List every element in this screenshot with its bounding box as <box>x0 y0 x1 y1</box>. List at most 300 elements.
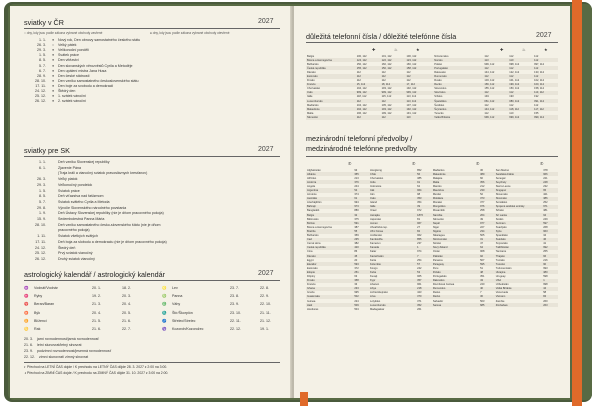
holiday-name: Nový rok, Den obnovy samostatného českého státu <box>58 38 141 42</box>
country-name: Chorvatsko <box>370 176 384 180</box>
country-name: Panama <box>432 258 443 262</box>
zodiac-to: 22. 8. <box>260 286 269 290</box>
holiday-name: Den slovanských věrozvěstů Cyrila a Metoděje <box>58 63 133 68</box>
holiday-row <box>24 79 139 83</box>
divider <box>24 28 280 29</box>
zodiac-name: Lev <box>172 286 178 290</box>
dial-code: 993 <box>543 266 548 270</box>
holiday-name: Deň boja za slobodu a demokraciu (nie je dňom pracovného pokoja) <box>58 239 167 244</box>
dial-code: 995 <box>354 291 359 295</box>
zodiac-from: 23. 10. <box>230 310 241 315</box>
country-name: Čad <box>306 238 353 242</box>
dial-code: 994 <box>354 201 359 205</box>
phone-icon: ✆ <box>348 161 352 166</box>
dial-code: 81 <box>417 217 421 221</box>
divider <box>306 42 558 43</box>
dial-code: 268 <box>543 225 548 229</box>
country-name: San Marino <box>495 168 510 172</box>
country-name: Estonsko <box>306 74 356 78</box>
country-name: Gruzie <box>307 291 315 295</box>
country-name: Surinam <box>495 221 542 225</box>
dial-code: 27 <box>417 225 421 229</box>
season-name: letní slunovrat/letný slnovrat <box>37 343 82 347</box>
emergency-number: 101, 112 <box>381 54 392 58</box>
country-name: Kazachstán <box>369 254 416 258</box>
country-name: Keňa <box>370 258 377 262</box>
emergency-number: 999, 112 <box>356 91 381 95</box>
country-name: Tanzanie <box>495 250 507 254</box>
dial-code <box>479 307 495 311</box>
emergency-number: 166, 112 <box>483 83 508 87</box>
emergency-number: 998, 112 <box>509 62 520 66</box>
country-name: Etiopie <box>306 270 353 274</box>
country-name: Kuvajt <box>370 274 378 278</box>
country-name: Nikaragua <box>432 234 445 238</box>
emergency-number: 997, 112 <box>534 62 545 66</box>
zodiac-sign-icon: ♈ <box>24 302 29 307</box>
dial-code: 233 <box>353 287 369 291</box>
country-name: Jordánsko <box>370 234 382 238</box>
holiday-name: Druhý sviatok vianočný <box>58 256 95 261</box>
season-row <box>24 343 82 347</box>
country-name: Černá Hora <box>307 242 321 246</box>
emergency-number: 112 <box>508 74 533 78</box>
country-name: Portugalsko <box>432 274 447 278</box>
shop-status-icon: ● <box>52 53 55 58</box>
dial-code: 43 <box>479 279 495 283</box>
zodiac-from: 21. 6. <box>92 327 101 331</box>
phone-row <box>306 115 558 119</box>
holiday-date: 26. 12. <box>35 256 46 261</box>
emergency-number: 160, 112 <box>381 62 392 66</box>
dial-code: 374 <box>354 193 359 197</box>
zodiac-sign-icon: ♏ <box>162 310 167 315</box>
country-name: Indonésie <box>370 184 382 188</box>
dial-code: 51 <box>480 266 483 270</box>
holiday-row <box>24 99 86 103</box>
phone-icon: ✆ <box>412 161 416 166</box>
dial-code: 504 <box>354 307 359 311</box>
holiday-row <box>24 94 86 98</box>
dial-code: 355 <box>353 172 369 176</box>
holiday-date: 24. 12. <box>35 245 46 250</box>
dial-code: 30 <box>479 295 495 299</box>
dial-code: 389 <box>479 172 495 176</box>
country-name: Angola <box>307 184 316 188</box>
holiday-row <box>24 251 93 255</box>
divider <box>24 362 280 363</box>
dial-code: 376 <box>353 180 369 184</box>
dial-code: 248 <box>542 180 558 184</box>
holiday-name: Deň víťazstva nad fašizmom <box>58 194 104 199</box>
country-name: Svazijsko <box>495 225 507 229</box>
shop-status-icon: ● <box>52 78 55 83</box>
holiday-row <box>24 177 77 181</box>
holiday-name: Sviatok všetkých svätých <box>58 234 98 239</box>
dial-code: 370 <box>416 295 432 299</box>
country-name: Guatemala <box>306 295 353 299</box>
dial-code: 255 <box>543 250 548 254</box>
country-name: Bulharsko <box>307 62 319 66</box>
dial-code: 263 <box>542 303 558 307</box>
country-name: Kuba <box>369 270 416 274</box>
holidays-cz-title: sviatky v ČR <box>24 18 64 27</box>
emergency-number: 192 <box>534 95 539 99</box>
holiday-date: 1. 5. <box>39 188 46 193</box>
country-name: Arménie <box>307 193 317 197</box>
dial-code: 33 <box>354 283 358 287</box>
dial-code: 20 <box>354 258 358 262</box>
country-name: Kambodža <box>369 238 416 242</box>
country-name: Malta <box>432 180 479 184</box>
country-name: Estonsko <box>307 266 318 270</box>
holiday-date: 17. 11. <box>35 83 46 88</box>
country-name <box>495 307 542 311</box>
emergency-number: 193, 112 <box>381 87 392 91</box>
dial-code: 264 <box>479 213 495 217</box>
country-name: Lotyšsko <box>370 299 381 303</box>
codes-title-line2: medzinárodné telefónne predvoľby <box>306 144 417 153</box>
zodiac-to: 18. 2. <box>122 286 131 290</box>
emergency-number: 112 <box>483 66 508 70</box>
dial-code: 1 <box>416 246 432 250</box>
holiday-name: Sviatok práce <box>58 188 80 193</box>
emergency-number: 113, 112 <box>405 99 430 103</box>
country-name: Bosna a Hercegovina <box>306 58 356 62</box>
zodiac-to: 21. 6. <box>122 318 131 323</box>
divider <box>306 156 558 157</box>
holiday-name: pracovného pokoja) <box>58 228 90 233</box>
emergency-number: 194 <box>484 95 489 99</box>
emergency-number: 123, 112 <box>405 58 430 62</box>
dial-code: 36 <box>480 168 483 172</box>
holiday-name: Velký pátek <box>58 43 77 48</box>
dial-code: 968 <box>480 250 485 254</box>
emergency-number: 118, 112 <box>508 107 533 111</box>
dial-code: 44 <box>542 287 558 291</box>
country-name: Slovinsko <box>430 91 483 95</box>
country-name: Nový Zéland <box>432 246 479 250</box>
emergency-number: 112 <box>508 91 533 95</box>
emergency-number: 112 <box>381 74 406 78</box>
dial-code: 92 <box>479 254 495 258</box>
emergency-number: 166, 112 <box>406 62 417 66</box>
country-name: Hongkong <box>370 168 382 172</box>
zodiac-name: Ryby <box>34 294 43 299</box>
dial-code: 597 <box>542 221 558 225</box>
country-name: Uzbekistán <box>495 283 509 287</box>
emergency-number: 150, 112 <box>381 66 406 70</box>
holiday-row <box>24 38 140 42</box>
emergency-number: 191, 112 <box>406 111 417 115</box>
dial-code: 258 <box>480 209 485 213</box>
dial-code: 998 <box>543 283 548 287</box>
code-row <box>306 307 558 311</box>
phones-year: 2027 <box>536 32 552 39</box>
country-name: Spojené arabské emiráty <box>495 205 542 209</box>
emergency-number: 080, 112 <box>508 99 533 103</box>
holiday-name: Den upálení mistra Jana Husa <box>58 68 107 73</box>
country-name: Mongolsko <box>432 205 479 209</box>
zodiac-name: Vodnář/Vodnár <box>34 286 58 290</box>
country-name: Samoa <box>432 303 479 307</box>
dial-code: 48 <box>479 270 495 274</box>
season-name: jarní rovnodennost/jarná rovnodennosť <box>37 337 99 341</box>
dial-code: 32 <box>353 213 369 217</box>
country-name: Nizozemsko <box>434 54 449 58</box>
dial-code: 91 <box>416 180 432 184</box>
emergency-number: 112 <box>484 103 489 107</box>
emergency-number: 061, 112 <box>483 99 508 103</box>
country-name: Niger <box>432 225 440 229</box>
emergency-number: 115, 112 <box>381 95 392 99</box>
country-name: Polsko <box>432 270 479 274</box>
dial-code: 357 <box>416 279 432 283</box>
dial-code: 354 <box>417 201 422 205</box>
holiday-name: 1. svátek vánoční <box>58 94 86 99</box>
dial-code: 1 <box>542 279 558 283</box>
zodiac-name: Panna <box>172 294 183 299</box>
zodiac-to: 22. 10. <box>260 302 271 307</box>
emergency-number: 133, 112 <box>534 70 545 74</box>
country-name: Litva <box>369 295 416 299</box>
dial-code: 7 <box>480 291 482 295</box>
country-name: Vietnam <box>495 295 542 299</box>
country-name: Mauricius <box>432 188 479 192</box>
zodiac-to: 21. 12. <box>260 318 271 323</box>
country-name: Pákistán <box>432 254 479 258</box>
dial-code: 60 <box>480 176 483 180</box>
country-name: Izrael <box>370 209 377 213</box>
country-name: Belgie <box>307 54 315 58</box>
zodiac-sign-icon: ♓ <box>24 294 29 299</box>
zodiac-from: 21. 5. <box>92 318 101 323</box>
emergency-number: 999, 112 <box>381 91 406 95</box>
dial-code: 593 <box>353 262 369 266</box>
dial-code: 852 <box>417 168 422 172</box>
dial-code: 261 <box>417 307 422 311</box>
holiday-name: Výročie Slovenského národného povstania <box>58 205 127 210</box>
dial-code: 216 <box>543 258 548 262</box>
dial-code: 507 <box>480 258 485 262</box>
emergency-number: 110 <box>509 111 514 115</box>
dial-code: 421 <box>543 193 548 197</box>
emergency-number: 100, 112 <box>406 54 417 58</box>
season-date: 22. 12. <box>24 355 35 359</box>
zodiac-name: Beran/Baran <box>34 302 55 307</box>
emergency-number: 112 <box>484 54 489 58</box>
holiday-row <box>24 246 75 250</box>
emergency-number: 112 <box>405 74 430 78</box>
shop-status-icon: ● <box>52 48 55 53</box>
dial-code: 977 <box>479 221 495 225</box>
country-name: Saúdská Arábie <box>495 172 542 176</box>
emergency-number: 112 <box>406 70 411 74</box>
emergency-number: 107, 112 <box>406 103 417 107</box>
dial-code: 1876 <box>416 213 432 217</box>
dial-code: 54 <box>353 188 369 192</box>
country-name: Španělsko <box>495 234 508 238</box>
dial-code: 373 <box>479 197 495 201</box>
emergency-number: 112 <box>509 103 514 107</box>
country-name: Írán <box>370 193 375 197</box>
holiday-row <box>24 194 104 198</box>
emergency-number: 118, 112 <box>356 95 367 99</box>
zodiac-sign-icon: ♋ <box>24 327 29 331</box>
season-name: zimní slunovrat/ zimný slnovrat <box>39 355 89 359</box>
dial-code: 232 <box>543 184 548 188</box>
holiday-date: 28. 9. <box>37 73 46 78</box>
country-name: Švédsko <box>495 238 542 242</box>
dial-code: 260 <box>543 299 548 303</box>
zodiac-sign-icon: ♑ <box>162 327 167 331</box>
holidays-sk-title: sviatky pre SK <box>24 146 70 155</box>
dial-code: 244 <box>354 184 359 188</box>
shop-status-icon: ● <box>52 94 55 99</box>
season-date: 20. 3. <box>24 337 33 341</box>
dial-code: 218 <box>416 287 432 291</box>
country-name: Řecko <box>432 295 479 299</box>
dial-code: 387 <box>354 225 359 229</box>
emergency-number: 102, 112 <box>534 79 545 83</box>
dial-code: 972 <box>417 209 422 213</box>
emergency-number: 144, 112 <box>484 70 495 74</box>
dial-code: 65 <box>542 188 558 192</box>
holiday-date: 1. 11. <box>37 234 46 239</box>
emergency-number: 113, 112 <box>406 95 417 99</box>
season-row <box>24 349 111 353</box>
dial-code: 230 <box>479 188 495 192</box>
country-name: Peru <box>432 266 439 270</box>
holiday-name: Prvý sviatok vianočný <box>58 251 93 256</box>
country-name: Čína <box>307 250 313 254</box>
holiday-row <box>24 64 133 68</box>
holiday-date: 17. 11. <box>35 239 46 244</box>
country-name: Bosna a Hercegovina <box>307 225 332 229</box>
country-name: Velká Británie <box>495 287 542 291</box>
dial-code: 372 <box>354 266 359 270</box>
dial-code: 46 <box>542 238 558 242</box>
holiday-name: Den české státnosti <box>58 73 90 78</box>
holidays-cz-year: 2027 <box>258 18 274 25</box>
country-name: Portugalsko <box>430 66 483 70</box>
country-name: Madagaskar <box>370 307 385 311</box>
country-name: Norsko <box>432 242 442 246</box>
shop-status-icon: ● <box>52 89 55 93</box>
country-name: Nepál <box>432 221 479 225</box>
phones-title: důležitá telefonní čísla / dôležité telefónne čísla <box>306 32 457 41</box>
country-name: Namibie <box>432 213 479 217</box>
dial-code: 966 <box>542 172 558 176</box>
country-name: Albánie <box>306 172 353 176</box>
country-name: Turkmenistán <box>495 266 512 270</box>
dial-code: 591 <box>353 221 369 225</box>
dial-code: 82 <box>416 229 432 233</box>
dial-code: 976 <box>479 205 495 209</box>
holiday-date: 28. 10. <box>35 222 46 227</box>
holiday-row <box>24 257 95 261</box>
dial-code: 235 <box>353 238 369 242</box>
astro-title: astrologický kalendář / astrologický kalendár <box>24 270 166 279</box>
dial-code: 49 <box>480 217 483 221</box>
country-name: Ekvádor <box>306 262 353 266</box>
country-name: Senegal <box>495 176 506 180</box>
dial-code: 973 <box>353 205 369 209</box>
holiday-date: 24. 12. <box>35 89 46 93</box>
country-name: Jemen <box>369 221 416 225</box>
dial-code: 249 <box>543 217 548 221</box>
dial-code: 57 <box>416 262 432 266</box>
dial-code: 377 <box>480 201 485 205</box>
holiday-name: Den vzniku samostatného československého státu <box>58 78 139 83</box>
country-name: Dánsko <box>306 254 353 258</box>
country-name: Turecko <box>434 111 444 115</box>
shop-status-icon: ● <box>52 99 55 104</box>
dial-code: 423 <box>417 291 422 295</box>
emergency-number: 112 <box>483 74 508 78</box>
country-name: Makedonie <box>306 107 356 111</box>
country-name: Austrálie <box>306 197 353 201</box>
holiday-date: 25. 12. <box>35 94 46 99</box>
emergency-number: 112 <box>508 66 533 70</box>
emergency-number: 124, 112 <box>356 58 381 62</box>
dial-code: 352 <box>416 303 432 307</box>
emergency-number: 999, 112 <box>483 115 508 119</box>
bookmark-ribbon[interactable] <box>300 392 308 406</box>
country-name: Seychely <box>495 180 542 184</box>
country-name: Jihoafrická rep. <box>370 225 388 229</box>
dial-code: 213 <box>354 176 359 180</box>
holiday-date: 25. 12. <box>35 251 46 256</box>
phone-icon: ✆ <box>476 161 480 166</box>
emergency-number: 193, 112 <box>381 107 406 111</box>
country-name: Japonsko <box>370 217 382 221</box>
emergency-number: 155, 112 <box>484 87 495 91</box>
emergency-number: 192, 112 <box>406 87 417 91</box>
holiday-row <box>24 189 80 193</box>
country-name: Libanon <box>370 283 380 287</box>
holiday-row <box>24 58 79 62</box>
dial-code <box>542 307 558 311</box>
emergency-number: 101, 112 <box>509 79 520 83</box>
dial-code: 237 <box>417 242 422 246</box>
country-name: Mosambik <box>432 209 445 213</box>
emergency-number: 18, 112 <box>381 83 406 87</box>
dial-code: 595 <box>479 262 495 266</box>
elastic-band[interactable] <box>572 0 582 406</box>
country-name: Maroko <box>432 184 442 188</box>
emergency-number: 112 <box>533 74 558 78</box>
dial-code: 227 <box>480 225 485 229</box>
holiday-row <box>24 206 126 210</box>
emergency-number: 100, 112 <box>533 83 558 87</box>
dial-code: 240 <box>480 283 485 287</box>
dial-code: 63 <box>354 274 358 278</box>
holiday-name: Veľkonočný pondelok <box>58 182 93 187</box>
country-name <box>432 307 479 311</box>
dial-code: 509 <box>353 303 369 307</box>
country-name: Rusko <box>434 79 442 83</box>
dial-code: 224 <box>354 299 359 303</box>
country-name: USA <box>495 279 542 283</box>
zodiac-sign-icon: ♍ <box>162 294 167 299</box>
zodiac-name: Kozoroh/Kozorožec <box>172 327 204 331</box>
country-name: Tunisko <box>495 258 505 262</box>
holiday-name: Den vítězství <box>58 58 79 63</box>
emergency-numbers-table <box>306 54 558 120</box>
country-name: Slovensko <box>434 87 447 91</box>
dial-code: 56 <box>416 172 432 176</box>
